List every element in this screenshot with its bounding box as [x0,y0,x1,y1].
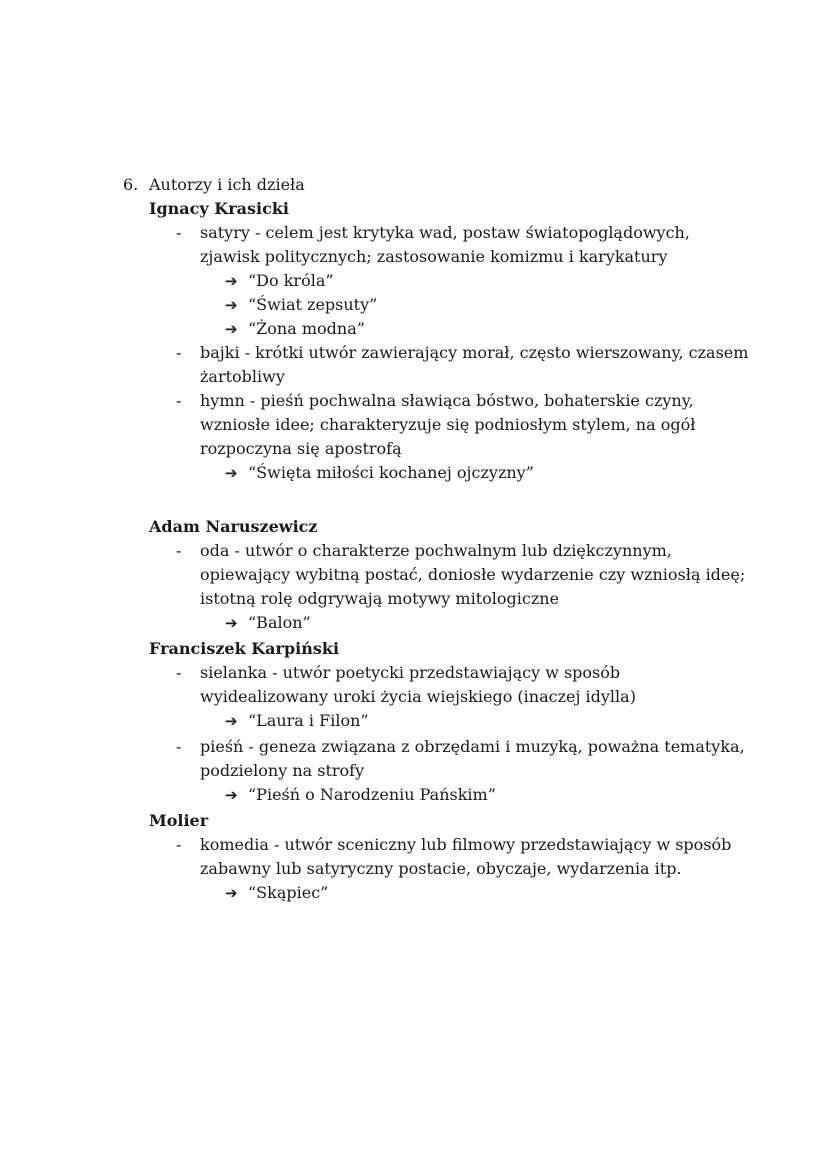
work-title: “Żona modna” [248,319,365,338]
arrow-right-icon: ➔ [225,320,238,338]
bullet-dash: - [176,541,182,560]
genre-description: oda - utwór o charakterze pochwalnym lub dziękczynnym, [200,541,672,560]
author-name: Adam Naruszewicz [149,517,318,536]
genre-description: bajki - krótki utwór zawierający morał, często wierszowany, czasem [200,343,749,362]
genre-description: podzielony na strofy [200,761,365,780]
genre-description: zabawny lub satyryczny postacie, obyczaje, wydarzenia itp. [200,859,682,878]
bullet-dash: - [176,343,182,362]
arrow-right-icon: ➔ [225,296,238,314]
genre-description: wzniosłe idee; charakteryzuje się podniosłym stylem, na ogół [200,415,696,434]
arrow-right-icon: ➔ [225,884,238,902]
work-title: “Świat zepsuty” [248,295,378,314]
author-name: Ignacy Krasicki [149,199,289,218]
work-title: “Do króla” [248,271,334,290]
section-title: Autorzy i ich dzieła [149,175,305,194]
bullet-dash: - [176,663,182,682]
bullet-dash: - [176,223,182,242]
genre-description: wyidealizowany uroki życia wiejskiego (inaczej idylla) [200,687,636,706]
genre-description: zjawisk politycznych; zastosowanie komizmu i karykatury [200,247,668,266]
bullet-dash: - [176,835,182,854]
arrow-right-icon: ➔ [225,786,238,804]
work-title: “Balon” [248,613,311,632]
genre-description: opiewający wybitną postać, doniosłe wydarzenie czy wzniosłą ideę; [200,565,746,584]
work-title: “Laura i Filon” [248,711,369,730]
author-name: Franciszek Karpiński [149,639,340,658]
genre-description: rozpoczyna się apostrofą [200,439,402,458]
genre-description: sielanka - utwór poetycki przedstawiający w sposób [200,663,621,682]
genre-description: istotną rolę odgrywają motywy mitologiczne [200,589,560,608]
bullet-dash: - [176,737,182,756]
work-title: “Święta miłości kochanej ojczyzny” [248,463,534,482]
genre-description: satyry - celem jest krytyka wad, postaw światopoglądowych, [200,223,690,242]
genre-description: komedia - utwór sceniczny lub filmowy przedstawiający w sposób [200,835,732,854]
genre-description: hymn - pieśń pochwalna sławiąca bóstwo, bohaterskie czyny, [200,391,694,410]
arrow-right-icon: ➔ [225,712,238,730]
bullet-dash: - [176,391,182,410]
arrow-right-icon: ➔ [225,614,238,632]
work-title: “Pieśń o Narodzeniu Pańskim” [248,785,496,804]
author-name: Molier [149,811,209,830]
arrow-right-icon: ➔ [225,272,238,290]
genre-description: żartobliwy [200,367,285,386]
section-number: 6. [123,175,139,194]
arrow-right-icon: ➔ [225,464,238,482]
work-title: “Skąpiec” [248,883,329,902]
genre-description: pieśń - geneza związana z obrzędami i muzyką, poważna tematyka, [200,737,745,756]
